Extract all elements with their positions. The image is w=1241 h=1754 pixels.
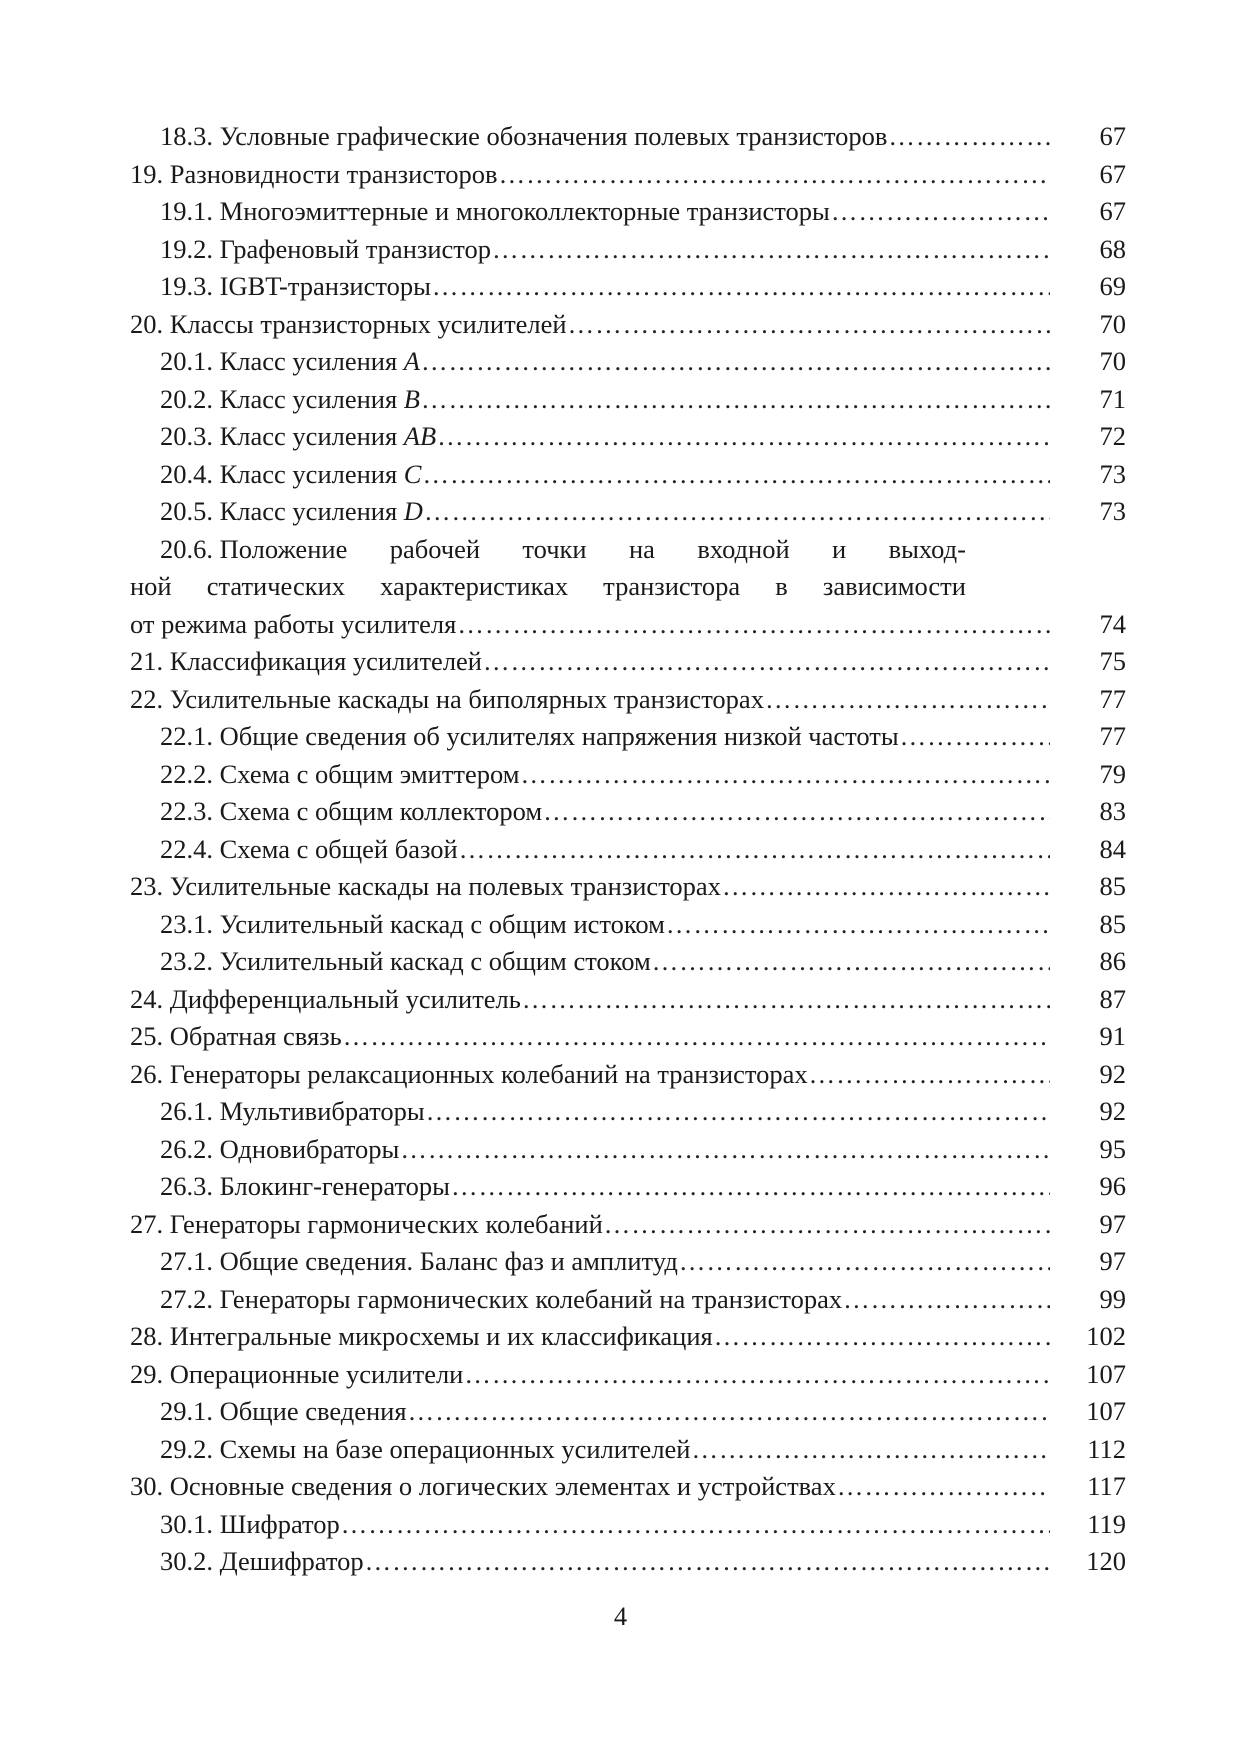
- toc-entry-title: 20.2. Класс усиления: [160, 383, 404, 414]
- toc-entry-page: 92: [1099, 1058, 1126, 1089]
- toc-entry: [130, 906, 1126, 944]
- toc-entry: [130, 868, 1126, 906]
- toc-entry-page: 73: [1099, 458, 1126, 489]
- toc-entry-title: 27.1. Общие сведения. Баланс фаз и амплитуд: [160, 1246, 678, 1276]
- toc-leader-dots: [422, 456, 1050, 494]
- toc-leader-dots: [900, 718, 1050, 756]
- toc-entry-title: 20.1. Класс усиления: [160, 346, 404, 376]
- toc-leader-dots: [408, 1393, 1050, 1431]
- toc-entry-page: 99: [1099, 1283, 1126, 1314]
- toc-entry-page: 71: [1099, 383, 1126, 414]
- toc-entry: [130, 268, 1126, 306]
- toc-entry: [130, 1056, 1126, 1094]
- toc-entry-title: 21. Классификация усилителей: [130, 646, 482, 676]
- toc-leader-dots: [426, 1093, 1050, 1131]
- toc-entry: [130, 193, 1126, 231]
- toc-entry: [130, 793, 1126, 831]
- toc-entry-title: 28. Интегральные микросхемы и их классификация: [130, 1321, 713, 1351]
- toc-entry-title: 22.4. Схема с общей базой: [160, 833, 458, 864]
- toc-entry: [130, 1243, 1126, 1281]
- toc-entry-title: 23.1. Усилительный каскад с общим истоком: [160, 908, 665, 939]
- toc-entry-page: 84: [1099, 833, 1126, 864]
- toc-entry-page: 97: [1099, 1208, 1126, 1239]
- toc-leader-dots: [499, 156, 1050, 194]
- toc-entry: [130, 1018, 1126, 1056]
- toc-word: в: [775, 571, 788, 601]
- toc-entry: [130, 456, 1126, 494]
- toc-multiline-last: [130, 606, 1126, 644]
- toc-entry-page: 77: [1099, 683, 1126, 714]
- toc-leader-dots: [522, 981, 1050, 1019]
- toc-entry: [130, 1318, 1126, 1356]
- toc-entry-page: 85: [1099, 908, 1126, 939]
- toc-entry-page: 67: [1099, 196, 1126, 226]
- toc-entry-title: 20.4. Класс усиления: [160, 458, 404, 489]
- toc-entry: [130, 118, 1126, 156]
- toc-leader-dots: [888, 118, 1050, 156]
- toc-leader-dots: [459, 831, 1050, 869]
- toc-leader-dots: [424, 493, 1050, 531]
- toc-entry: [130, 681, 1126, 719]
- toc-leader-dots: [483, 643, 1050, 681]
- toc-entry-title: 22. Усилительные каскады на биполярных транзисторах: [130, 683, 764, 714]
- toc-entry: [130, 831, 1126, 869]
- toc-leader-dots: [652, 943, 1050, 981]
- toc-leader-dots: [765, 681, 1050, 719]
- toc-entry: [130, 418, 1126, 456]
- toc-entry-multiline: [130, 531, 1126, 644]
- toc-leader-dots: [421, 343, 1050, 381]
- toc-leader-dots: [521, 756, 1050, 794]
- toc-entry-page: 67: [1099, 121, 1126, 151]
- toc-entry-title: 20.3. Класс усиления: [160, 421, 404, 451]
- toc-word: входной: [697, 533, 790, 564]
- toc-entry-title: 22.3. Схема с общим коллектором: [160, 796, 543, 826]
- toc-entry-title: 22.2. Схема с общим эмиттером: [160, 758, 520, 789]
- toc-entry-title: 26.2. Одновибраторы: [160, 1133, 400, 1164]
- toc-leader-dots: [666, 906, 1050, 944]
- toc-entry: [130, 1093, 1126, 1131]
- toc-leader-dots: [679, 1243, 1050, 1281]
- toc-entry: [130, 756, 1126, 794]
- toc-entry-page: 67: [1099, 158, 1126, 189]
- toc-entry-page: 112: [1087, 1433, 1126, 1464]
- toc-entry-page: 68: [1099, 233, 1126, 264]
- toc-leader-dots: [714, 1318, 1050, 1356]
- toc-leader-dots: [451, 1168, 1050, 1206]
- toc-leader-dots: [343, 1018, 1050, 1056]
- toc-leader-dots: [831, 193, 1050, 231]
- toc-entry-page: 102: [1086, 1321, 1126, 1351]
- toc-entry: [130, 1131, 1126, 1169]
- toc-entry-page: 107: [1086, 1358, 1126, 1389]
- toc-multiline-second: [130, 568, 966, 606]
- toc-entry-title-italic: B: [403, 383, 420, 414]
- toc-entry: [130, 381, 1126, 419]
- toc-leader-dots: [421, 381, 1050, 419]
- toc-entry: [130, 1543, 1126, 1581]
- toc-word: и: [832, 533, 847, 564]
- toc-word: рабочей: [389, 533, 481, 564]
- toc-entry: [130, 156, 1126, 194]
- toc-entry-title: 26.1. Мультивибраторы: [160, 1096, 425, 1126]
- toc-entries-group: [130, 643, 1126, 1581]
- toc-entry: [130, 493, 1126, 531]
- toc-entry-title: 18.3. Условные графические обозначения полевых транзисторов: [160, 121, 888, 151]
- toc-entry-title: 19.3. IGBT-транзисторы: [160, 271, 431, 301]
- toc-leader-dots: [692, 1431, 1051, 1469]
- toc-entry-page: 85: [1099, 871, 1126, 901]
- toc-entry-title-italic: A: [403, 346, 420, 376]
- toc-entry: [130, 231, 1126, 269]
- toc-entry-page: 95: [1099, 1133, 1126, 1164]
- toc-entry-page: 77: [1099, 721, 1126, 751]
- toc-leader-dots: [464, 1356, 1050, 1394]
- toc-entry: [130, 1506, 1126, 1544]
- toc-entry-page: 87: [1099, 983, 1126, 1014]
- toc-multiline-first: [160, 531, 966, 569]
- toc-entry-title: 29.2. Схемы на базе операционных усилителей: [160, 1433, 691, 1464]
- toc-leader-dots: [604, 1206, 1050, 1244]
- toc-entry-page: 120: [1086, 1546, 1126, 1576]
- toc-entry-page: 96: [1099, 1171, 1126, 1201]
- toc-entry-page: 70: [1099, 308, 1126, 339]
- toc-entry-page: 97: [1099, 1246, 1126, 1276]
- toc-entry-title: 19.1. Многоэмиттерные и многоколлекторные транзисторы: [160, 196, 830, 226]
- toc-entry-title: 23. Усилительные каскады на полевых транзисторах: [130, 871, 721, 901]
- toc-leader-dots: [432, 268, 1050, 306]
- toc-entry-title: 19.2. Графеновый транзистор: [160, 233, 492, 264]
- toc-entry-page: 107: [1086, 1396, 1126, 1426]
- toc-entry-title: 29. Операционные усилители: [130, 1358, 464, 1389]
- toc-entry-page: 69: [1099, 271, 1126, 301]
- toc-entry-title: 27. Генераторы гармонических колебаний: [130, 1208, 603, 1239]
- toc-word: транзистора: [603, 571, 741, 601]
- toc-entry-title: 24. Дифференциальный усилитель: [130, 983, 521, 1014]
- toc-entry: [130, 1393, 1126, 1431]
- page-number: 4: [613, 1601, 628, 1631]
- toc-leader-dots: [437, 418, 1050, 456]
- toc-leader-dots: [809, 1056, 1050, 1094]
- toc-entry-page: 73: [1099, 496, 1126, 526]
- toc-entry-page: 92: [1099, 1096, 1126, 1126]
- toc-entry-page: 119: [1087, 1508, 1126, 1539]
- toc-entry-title: 19. Разновидности транзисторов: [130, 158, 498, 189]
- toc-entry-page: 70: [1099, 346, 1126, 376]
- toc-entry-title: 29.1. Общие сведения: [160, 1396, 407, 1426]
- toc-word: ной: [130, 571, 172, 601]
- toc-entry: [130, 1431, 1126, 1469]
- toc-leader-dots: [837, 1468, 1050, 1506]
- toc-word: зависимости: [822, 571, 966, 601]
- toc-entry: [130, 343, 1126, 381]
- toc-entry: [130, 1206, 1126, 1244]
- toc-entry-title-italic: C: [403, 458, 422, 489]
- toc-leader-dots: [457, 606, 1050, 644]
- toc-word: статических: [206, 571, 346, 601]
- toc-entry-title: 30. Основные сведения о логических элементах и устройствах: [130, 1471, 836, 1501]
- toc-leader-dots: [365, 1543, 1050, 1581]
- toc-entry-page: 117: [1087, 1471, 1126, 1501]
- toc-entry-title: 27.2. Генераторы гармонических колебаний на транзисторах: [160, 1283, 843, 1314]
- toc-entry: [130, 1356, 1126, 1394]
- toc-entry: [130, 306, 1126, 344]
- toc-entry-title: 30.1. Шифратор: [160, 1508, 340, 1539]
- toc-entry-title: 20.5. Класс усиления: [160, 496, 404, 526]
- toc-entry: [130, 1281, 1126, 1319]
- toc-word: характеристиках: [380, 571, 569, 601]
- toc-entry-title-italic: D: [403, 496, 423, 526]
- toc-entry-page: 91: [1099, 1021, 1126, 1051]
- toc-entry-title: от режима работы усилителя: [130, 608, 457, 639]
- toc-leader-dots: [568, 306, 1050, 344]
- toc-entry-page: 72: [1099, 421, 1126, 451]
- toc-word: на: [628, 533, 655, 564]
- toc-entry-title: 26.3. Блокинг-генераторы: [160, 1171, 450, 1201]
- toc-entry: [130, 981, 1126, 1019]
- toc-entry-title-italic: AB: [403, 421, 437, 451]
- toc-entry-title: 25. Обратная связь: [130, 1021, 342, 1051]
- toc-word: выход-: [888, 533, 966, 564]
- toc-entry: [130, 943, 1126, 981]
- toc-entry: [130, 718, 1126, 756]
- toc-entry-page: 86: [1099, 946, 1126, 976]
- toc-leader-dots: [341, 1506, 1050, 1544]
- toc-entry-page: 74: [1099, 608, 1126, 639]
- toc-entry: [130, 1468, 1126, 1506]
- table-of-contents: [130, 118, 1126, 1581]
- toc-entry-title: 22.1. Общие сведения об усилителях напряжения низкой частоты: [160, 721, 899, 751]
- toc-leader-dots: [492, 231, 1050, 269]
- toc-leader-dots: [722, 868, 1050, 906]
- toc-entry-title: 30.2. Дешифратор: [160, 1546, 364, 1576]
- toc-entry-title: 20. Классы транзисторных усилителей: [130, 308, 567, 339]
- toc-leader-dots: [543, 793, 1050, 831]
- toc-entry-page: 83: [1099, 796, 1126, 826]
- toc-word: 20.6. Положение: [160, 533, 348, 564]
- toc-entry-page: 75: [1099, 646, 1126, 676]
- toc-leader-dots: [843, 1281, 1050, 1319]
- toc-entry: [130, 1168, 1126, 1206]
- toc-word: точки: [522, 533, 587, 564]
- toc-entry-page: 79: [1099, 758, 1126, 789]
- toc-entry-title: 26. Генераторы релаксационных колебаний на транзисторах: [130, 1058, 808, 1089]
- toc-leader-dots: [400, 1131, 1050, 1169]
- toc-entry-title: 23.2. Усилительный каскад с общим стоком: [160, 946, 651, 976]
- toc-entry: [130, 643, 1126, 681]
